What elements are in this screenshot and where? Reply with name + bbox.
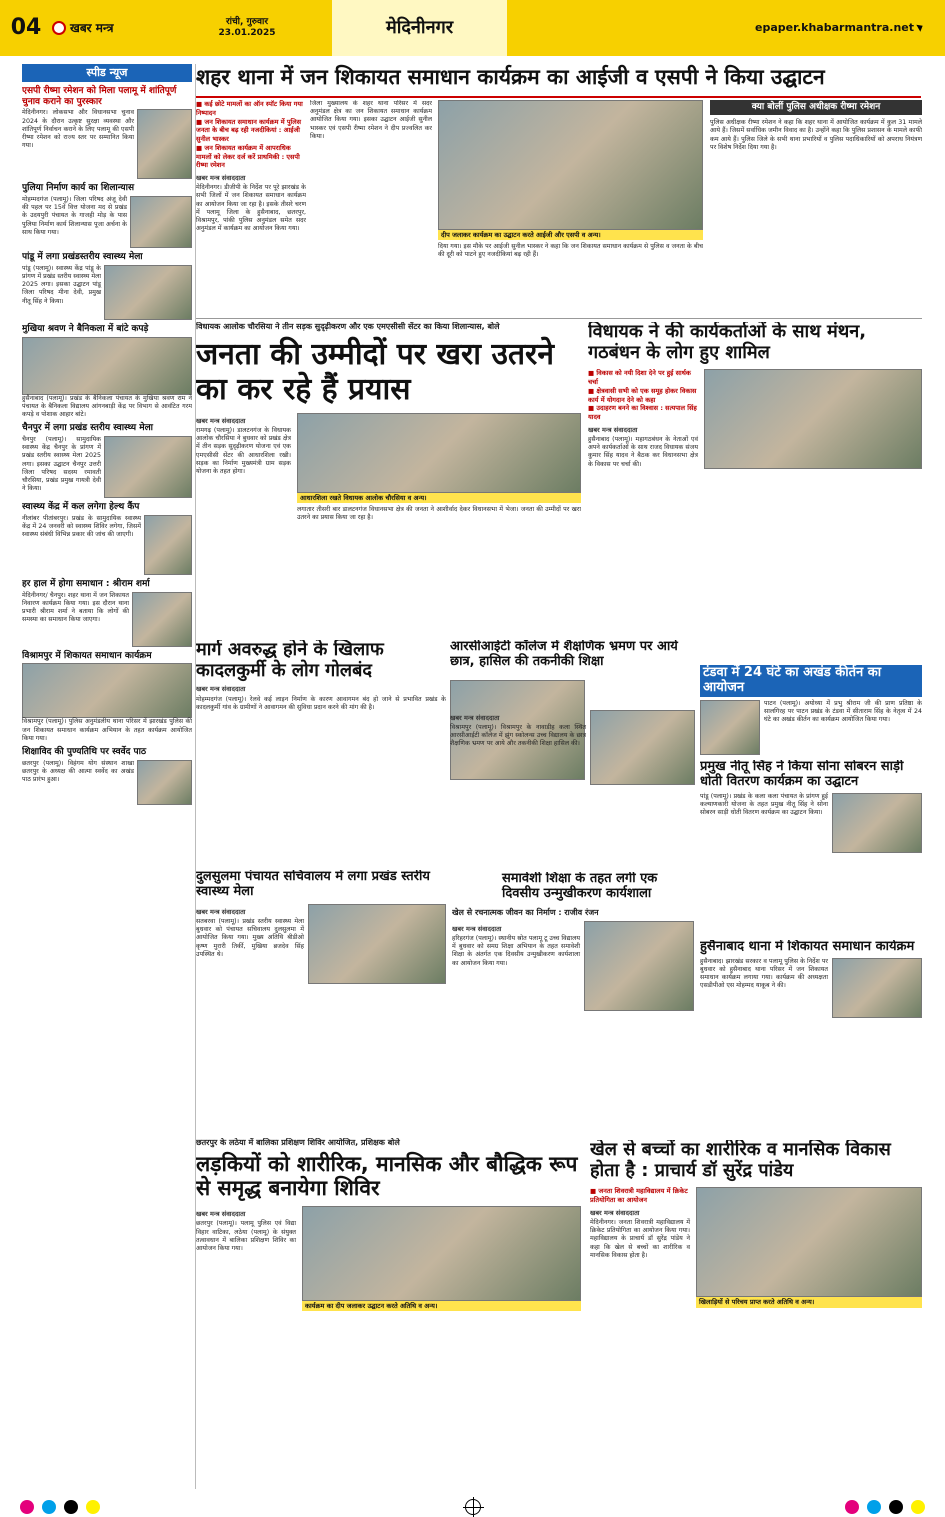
left-item [22,651,192,743]
left-item [22,423,192,498]
photo-caption: खिलाड़ियों से परिचय प्राप्त करते अतिथि व अन्य। [696,1297,922,1307]
color-registration-right [845,1500,925,1514]
print-registration-bar [0,1497,945,1517]
story-body-2: लगातार तीसरी बार डालटनगंज विधानसभा क्षेत्र की जनता ने आशीर्वाद देकर विधानसभा में भेजा। जनता की उम्मीदों पर खरा उतरने का प्रयास किया जा रहा है। [297,506,581,522]
left-item-body: चैनपुर (पलामू)। सामुदायिक स्वास्थ्य केंद्र चैनपुर के प्रांगण में प्रखंड स्तरीय स्वास्थ्य मेला 2025 लगा। इसका उद्घाटन चैनपुर उत्तरी जिला परिषद सदस्य रमावती चौरसिया, प्रखंड प्रमुख गायत्री देवी ने किया। [22,436,101,493]
sp-box-body: पुलिस अधीक्षक रीष्मा रमेशन ने कहा कि शहर थाना में आयोजित कार्यक्रम में कुल 31 मामले आये हैं। जिसमें सर्वाधिक जमीन विवाद का है। उन्होंने कहा कि पुलिस प्रशासन के मामले काफी कम आये हैं। पुलिस जिले के सभी थाना प्रभारियों व पुलिस पदाधिकारियों को अपराध नियंत्रण पर विशेष निर्देश दिया गया है। [710,119,922,151]
story-body: मोहम्मदगंज (पलामू)। रेलवे कई लाइन निर्माण के कारण आवागमन बंद हो जाने से प्रभावित प्रखंड के कादलकुर्मी गांव के ग्रामीणों ने आवागमन की सुविधा प्रदान करने की मांग की है। [196,695,446,711]
story-body: हुसैनाबाद (पलामू)। महागठबंधन के नेताओं एवं अपने कार्यकर्ताओं के साथ राजद विधायक संजय कुमार सिंह यादव ने बैठक कर विधानसभा क्षेत्र के विकास पर चर्चा की। [588,436,698,468]
bullet: ■ विकास को नयी दिशा देने पर हुई सार्थक चर्चा [588,369,698,387]
yellow-dot [86,1500,100,1514]
story-body: मेदिनीनगर। जनता शिवरात्री महाविद्यालय में क्रिकेट प्रतियोगिता का आयोजन किया गया। महाविद्यालय के प्राचार्य डॉ सुरेंद्र पांडेय ने कहा कि खेल से बच्चों का शारीरिक व मानसिक विकास होता है। [590,1219,690,1259]
saree-story [700,760,922,940]
sp-quote-box [710,100,922,315]
story-headline: खेल से बच्चों का शारीरिक व मानसिक विकास होता है : प्राचार्य डॉ सुरेंद्र पांडेय [590,1140,891,1181]
college-story [450,640,695,870]
story-body: रामगढ़ (पलामू)। डालटनगंज के विधायक आलोक चौरसिया ने बुधवार को प्रखंड क्षेत्र में तीन सड़क सुदृढ़ीकरण योजना एवं एक एमएसीसी सेंटर की आधारशिला रखी। सड़क का निर्माण मुख्यमंत्री ग्राम सड़क योजना के तहत होगा। [196,427,291,475]
cursor-icon [916,22,924,31]
brand-icon [52,21,66,35]
saree-photo [832,793,922,853]
hussainabad-story [700,940,922,1140]
color-registration-left [20,1500,100,1514]
story-headline: हुसैनाबाद थाना में शिकायत समाधान कार्यक्रम [700,940,915,954]
black-dot [64,1500,78,1514]
photo-caption: कार्यक्रम का दीप जलाकर उद्घाटन करते अतिथि व अन्य। [302,1301,581,1311]
health-fair-photo [104,265,192,320]
top-story-body-3: दिया गया। इस मौके पर आईजी सुनील भास्कर ने कहा कि जन शिकायत समाधान कार्यक्रम से पुलिस व जनता के बीच की दूरी को पाटने हुए नजदीकियां बढ़ रही हैं। [438,243,703,259]
dulsulma-story [196,870,446,1120]
top-story-headline: शहर थाना में जन शिकायत समाधान कार्यक्रम का आईजी व एसपी ने किया उद्घाटन [196,65,825,89]
workshop-photo [584,921,694,1011]
byline: खबर मन्त्र संवाददाता [452,924,502,933]
vishrampur-photo [22,663,192,718]
magenta-dot [845,1500,859,1514]
girls-camp-story [196,1138,581,1488]
byline: खबर मन्त्र संवाददाता [588,425,638,434]
left-item [22,324,192,419]
top-story-body: मेदिनीनगर। डीजीपी के निर्देश पर पूरे झारखंड के सभी जिलों में जन शिकायत समाधान कार्यक्रम का आयोजन किया जा रहा है। इसके तीसरे चरण में पलामू जिला के हुसैनाबाद, छतरपुर, विश्रामपुर, पांकी पुलिस अनुमंडल समेत सदर अनुमंडल में कार्यक्रम का आयोजन किया गया। [196,184,306,233]
brand-name: खबर मन्त्र [70,20,114,35]
left-item-headline: शिक्षाविद की पुण्यतिथि पर स्वर्वेद पाठ [22,746,147,757]
sub-headline: खेल से रचनात्मक जीवन का निर्माण : राजीव रंजन [452,907,599,917]
bridge-photo [130,196,192,248]
mla-chaurasia-story [196,322,581,632]
story-headline: समावेशी शिक्षा के तहत लगी एक दिवसीय उन्मुखीकरण कार्यशाला [502,872,658,901]
foundation-photo [297,413,581,493]
byline: खबर मन्त्र संवाददाता [590,1208,640,1217]
left-item-headline: चैनपुर में लगा प्रखंड स्तरीय स्वास्थ्य मेला [22,423,154,434]
bullet: ■ जनता शिवरात्री महाविद्यालय में क्रिकेट प्रतियोगिता का आयोजन [590,1187,690,1205]
story-headline: टंडवा में 24 घंटे का अखंड कीर्तन का आयोजन [700,665,922,697]
cyan-dot [867,1500,881,1514]
magenta-dot [20,1500,34,1514]
inclusive-education-story [452,872,694,1122]
story-body: पांडू (पलामू)। प्रखंड के कला कला पंचायत के प्रांगण हुई कल्याणकारी योजना के तहत प्रमुख नीतू सिंह ने सोना सोबरन साड़ी धोती वितरण कार्यक्रम का उद्घाटन किया। [700,792,828,817]
chainpur-photo [104,436,192,498]
left-item-body: छतरपुर (पलामू)। विहंगम योग संस्थान शाखा छतरपुर के अध्यक्ष की आत्मा स्वर्वेद का अखंड पाठ प्रारंभ हुआ। [22,759,134,784]
sp-photo [137,109,192,179]
left-item-body: मोहम्मदगंज (पलामू)। जिला परिषद अंजू देवी की पहल पर 15वें वित्त योजना मद से प्रखंड के उदयपुरी पंचायत के गाजही मोड़ के पास पुलिया निर्माण कार्य शिलान्यास पूजा अर्चना के साथ किया गया। [22,196,127,236]
left-item-body: मेदिनीनगर/ चैनपुर। शहर थाना में जन शिकायत निवारण कार्यक्रम किया गया। इस दौरान थाना प्रभारी श्रीराम शर्मा ने बताया कि लोगों की समस्या का समाधान किया जाएगा। [22,591,129,624]
left-item [22,502,192,575]
photo-caption: दीप जलाकर कार्यक्रम का उद्घाटन करते आईजी और एसपी व अन्य। [438,230,703,240]
left-item-headline: हर हाल में होगा समाधान : श्रीराम शर्मा [22,578,150,589]
top-story-photo-block [438,100,703,315]
story-headline: आरसीआईटी कॉलेज में शैक्षणिक भ्रमण पर आये छात्र, हासिल की तकनीकी शिक्षा [450,640,678,669]
speed-news-header: स्पीड न्यूज [22,64,192,82]
road-block-story [196,640,446,860]
top-story-header [196,64,921,92]
top-story-col2 [310,100,432,315]
left-item-body: पांडू (पलामू)। स्वास्थ्य केंद्र पांडू के प्रांगण में प्रखंड स्तरीय स्वास्थ्य मेला 2025 लगा। इसका उद्घाटन पांडू जिला परिषद मीना देवी, प्रमुख नीतू सिंह ने किया। [22,264,101,305]
clothes-photo [22,337,192,395]
date-place: रांची, गुरुवार [225,16,269,27]
story-headline: दुलसुलमा पंचायत सचिवालय में लगा प्रखंड स्तरीय स्वास्थ्य मेला [196,870,430,899]
story-body: हरिहरगंज (पलामू)। स्थानीय स्रोत पलामू टू उच्च विद्यालय में बुधवार को समग्र शिक्षा अभियान के तहत समावेशी शिक्षा के अंतर्गत एक दिवसीय उन्मुखीकरण कार्यशाला का आयोजन किया गया। [452,935,580,967]
left-item [22,747,192,805]
byline: खबर मन्त्र संवाददाता [196,174,246,183]
left-item-headline: मुखिया श्रवण ने बैनिकला में बांटे कपड़े [22,323,149,334]
story-body: छतरपुर (पलामू)। पलामू पुलिस एवं विद्या विहार वाटिका, लठेया (पलामू) के संयुक्त तत्वावधान में बालिका प्रशिक्षण शिविर का आयोजन किया गया। [196,1220,296,1252]
epaper-url[interactable]: epaper.khabarmantra.net [755,21,914,35]
doctor-photo [144,515,192,575]
left-item-headline: विश्रामपुर में शिकायत समाधान कार्यक्रम [22,650,152,661]
story-body: हुसैनाबाद। झारखंड सरकार व पलामू पुलिस के निर्देश पर बुधवार को हुसैनाबाद थाना परिसर में जन शिकायत समाधान कार्यक्रम लगाया गया। कार्यक्रम की अध्यक्षता एसडीपीओ एस मोहम्मद याकूब ने की। [700,957,828,990]
story-headline: प्रमुख नीतू सिंह ने किया सोना सोबरन साड़ी धोती वितरण कार्यक्रम का उद्घाटन [700,760,904,789]
dateline [162,17,332,40]
byline: खबर मन्त्र संवाददाता [196,417,246,425]
byline: खबर मन्त्र संवाददाता [196,907,246,916]
top-story-body-2: जिला मुख्यालय के शहर थाना परिसर में सदर अनुमंडल क्षेत्र का जन शिकायत समाधान कार्यक्रम आयोजित किया गया। इसका उद्घाटन आईजी सुनील भास्कर एवं एसपी रीष्मा रमेशन ने दीप प्रज्वलित कर किया। [310,100,432,140]
page-number: 04 [10,15,42,41]
cyan-dot [42,1500,56,1514]
brand-logo [52,21,162,36]
left-item [22,86,192,180]
story-kicker: विधायक आलोक चौरसिया ने तीन सड़क सुदृढ़ीकरण और एक एमएसीसी सेंटर का किया शिलान्यास, बोले [196,322,500,331]
left-item-body: नीलांबर पीतांबरपुर। प्रखंड के सामुदायिक स्वास्थ्य केंद्र में 24 जनवरी को स्वास्थ्य शिविर लगेगा, जिसमें स्वास्थ्य संबंधी विभिन्न प्रकार की जांच की जाएगी। [22,514,141,539]
date: 23.01.2025 [218,28,276,38]
sports-story [590,1140,922,1490]
bullet: ■ कई छोटे मामलों का ऑन स्पॉट किया गया निष्पादन [196,100,306,118]
section-rule [196,318,922,319]
yellow-dot [911,1500,925,1514]
health-camp-photo [308,904,446,984]
byline: खबर मन्त्र संवाददाता [196,685,246,694]
left-item-headline: एसपी रीष्मा रमेशन को मिला पलामू में शांतिपूर्ण चुनाव कराने का पुरस्कार [22,85,177,107]
top-story-bullets [196,100,306,315]
kirtan-photo [700,700,760,755]
bullet: ■ जन शिकायत समाधान कार्यक्रम में पुलिस जनता के बीच बढ़ रही नजदीकियां : आईजी सुनील भास्कर [196,118,306,144]
bullet: ■ क्षेत्रवासी सभी को एक समूह होकर विकास कार्य में योगदान देने को कहा [588,387,698,405]
police-photo [132,592,192,647]
students-photo [590,710,695,785]
sp-box-title: क्या बोलीं पुलिस अधीक्षक रीष्मा रमेशन [710,100,922,115]
story-body: पाटन (पलामू)। अयोध्या में प्रभु श्रीराम जी की प्राण प्रतिष्ठा के सालगिरह पर पाटन प्रखंड के टंडवा में सीताराम सिंह के नेतृत्व में 24 घंटे का अखंड कीर्तन का कार्यक्रम आयोजित किया गया। [764,699,922,724]
story-body: सतबरवा (पलामू)। प्रखंड स्तरीय स्वास्थ्य मेला बुधवार को पंचायत सचिवालय दुलसुलमा में आयोजित किया गया। मुख्य अतिथि बीडीओ कृष्ण मुरारी तिर्की, मुखिया ब्रजदेव सिंह उपस्थित थे। [196,918,304,958]
bullet: ■ जन शिकायत कार्यक्रम में आपराधिक मामलों को लेकर दर्ज करें प्राथमिकी : एसपी रीष्मा रमेशन [196,144,306,170]
story-headline: लड़कियों को शारीरिक, मानसिक और बौद्धिक रूप से समृद्ध बनायेगा शिविर [196,1152,578,1201]
story-body: विश्रामपुर (पलामू)। विश्रामपुर के नावाडीह कला स्थित आरसीआईटी कॉलेज में झुंग स्कोलन्स उच्च विद्यालय के छात्र शैक्षणिक भ्रमण पर आये और तकनीकी शिक्षा हासिल की। [450,724,586,748]
mla-meeting-story [588,322,922,662]
registration-crosshair-icon [465,1499,481,1515]
left-item-headline: पुलिया निर्माण कार्य का शिलान्यास [22,183,135,194]
camp-photo [302,1206,581,1301]
story-kicker: छतरपुर के लठेया में बालिका प्रशिक्षण शिविर आयोजित, प्रशिक्षक बोले [196,1138,400,1147]
byline: खबर मन्त्र संवाददाता [196,1210,246,1219]
photo-caption: आधारशिला रखते विधायक आलोक चौरसिया व अन्य। [297,493,581,503]
headline-rule [196,96,921,98]
left-column [22,64,192,1484]
tandwa-story [700,665,922,757]
left-item-body: हुसैनाबाद (पलामू)। प्रखंड के बैनिकला पंचायत के मुखिया श्रवण राम ने पंचायत के बैनिकला विद्यालय आंगनबाड़ी केंद्र पर विभाग से आवंटित गरम कपड़े व पोशाक आहार बांटे। [22,394,192,419]
swarved-photo [137,760,192,805]
left-item [22,183,192,248]
left-item-headline: स्वास्थ्य केंद्र में कल लगेगा हेल्थ कैंप [22,502,140,513]
cricket-photo [696,1187,922,1297]
left-item [22,579,192,647]
black-dot [889,1500,903,1514]
bullet: ■ उदाहरण बनने का विश्वास : सत्यपाल सिंह यादव [588,404,698,422]
inauguration-photo [438,100,703,230]
edition-city: मेदिनीनगर [332,0,507,56]
story-headline: विधायक ने की कार्यकर्ताओं के साथ मंथन, गठबंधन के लोग हुए शामिल [588,322,867,363]
masthead [0,0,945,56]
epaper-link[interactable] [507,21,945,35]
left-item-headline: पांडू में लगा प्रखंडस्तरीय स्वास्थ्य मेला [22,252,143,263]
left-item-body: मेदिनीनगर। लोकसभा और विधानसभा चुनाव 2024 के दौरान उत्कृष्ट सुरक्षा व्यवस्था और शांतिपूर्ण निर्वाचन कराने के लिए पलामू की एसपी रीष्मा रमेशन को राज्य स्तर पर सम्मानित किया गया। [22,109,134,150]
byline: खबर मन्त्र संवाददाता [450,713,500,722]
left-item-body: विश्रामपुर (पलामू)। पुलिस अनुमंडलीय थाना परिसर में झारखंड पुलिस की जन शिकायत समाधान कार्यक्रम अभियान के तहत कार्यक्रम आयोजित किया गया। [22,718,192,742]
meeting-photo [704,369,922,469]
story-headline: मार्ग अवरुद्ध होने के खिलाफ कादलकुर्मी के लोग गोलबंद [196,640,384,681]
hussainabad-photo [832,958,922,1018]
left-item [22,252,192,320]
story-headline: जनता की उम्मीदों पर खरा उतरने का कर रहे हैं प्रयास [196,337,554,407]
